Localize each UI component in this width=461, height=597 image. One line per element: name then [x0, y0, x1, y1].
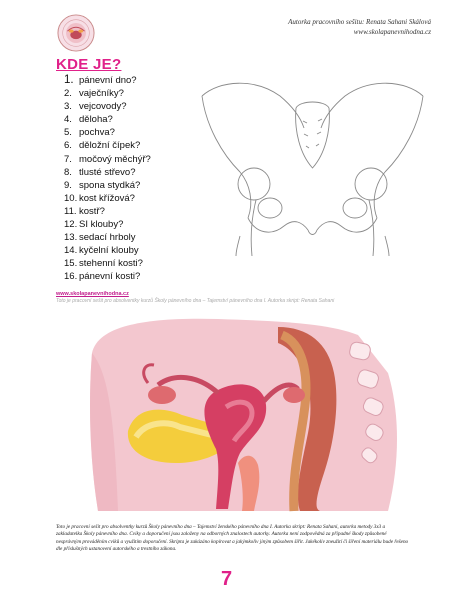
question-number: 6.	[64, 140, 72, 152]
question-number: 5.	[64, 127, 72, 139]
question-item	[64, 153, 151, 166]
header-website: www.skolapanevnihodna.cz	[353, 28, 431, 36]
copyright-caption: Toto je pracovní sešit pro absolventky kurzů Školy pánevního dna – Tajemství ženského pánevního dna I. Autorka skript: Renata Sahani, autorka metody 3x3 a zakladatelka Školy pánevního dna. Cviky a doporučení jsou založeny na odborných znalostech autorky. Autorka není zodpovědná za případné škody způsobené nesprávným prováděním cviků a využitím doporučení. Skripta je zakázáno kopírovat a jakýmkoliv jiným způsobem šířit. Jakékoliv zneužití či šíření materiálu bude řešeno dle příslušných ustanovení autorského a trestního zákona.	[56, 524, 409, 553]
pelvic-anatomy-illustration	[88, 313, 406, 513]
question-item	[64, 244, 151, 257]
question-text: stehenní kosti?	[79, 258, 143, 270]
school-logo	[57, 14, 95, 52]
question-item	[64, 218, 151, 231]
question-number: 8.	[64, 166, 72, 178]
question-item	[64, 205, 151, 218]
question-text: pánevní dno?	[79, 75, 137, 86]
question-item	[64, 74, 151, 87]
question-item	[64, 192, 151, 205]
question-text: sedací hrboly	[79, 232, 136, 244]
question-item	[64, 126, 151, 139]
question-text: pochva?	[79, 127, 115, 139]
question-item	[64, 270, 151, 283]
question-item	[64, 139, 151, 152]
question-item	[64, 257, 151, 270]
question-number: 3.	[64, 101, 72, 113]
page-header	[288, 17, 431, 37]
page-title: KDE JE?	[56, 56, 122, 73]
page-number: 7	[221, 568, 233, 590]
question-number: 13.	[64, 232, 78, 244]
question-item	[64, 87, 151, 100]
question-number: 16.	[64, 271, 78, 283]
workbook-note: Toto je pracovní sešit pro absolventky kurzů Školy pánevního dna – Tajemství pánevního dna I. Autorka skript: Renata Sahani	[56, 298, 335, 304]
question-number: 15.	[64, 258, 78, 270]
question-item	[64, 113, 151, 126]
question-text: děložní čípek?	[79, 140, 141, 152]
question-text: děloha?	[79, 114, 113, 126]
question-number: 9.	[64, 179, 72, 191]
question-item	[64, 231, 151, 244]
question-number: 12.	[64, 219, 78, 231]
pelvis-illustration	[200, 76, 425, 256]
header-author: Autorka pracovního sešitu: Renata Sahani Skálová	[288, 18, 431, 26]
question-number: 2.	[64, 88, 72, 100]
question-number: 1.	[64, 74, 74, 86]
question-number: 4.	[64, 114, 72, 126]
question-item	[64, 179, 151, 192]
question-number: 14.	[64, 245, 78, 257]
question-list	[64, 74, 151, 284]
question-number: 7.	[64, 153, 72, 165]
question-item	[64, 100, 151, 113]
question-text: kostř?	[79, 205, 105, 217]
website-link[interactable]: www.skolapanevnihodna.cz	[56, 291, 129, 297]
question-text: močový měchýř?	[79, 153, 151, 165]
question-text: kyčelní klouby	[79, 245, 139, 257]
question-text: tlusté střevo?	[79, 166, 136, 178]
question-text: pánevní kosti?	[79, 271, 141, 283]
question-number: 10.	[64, 192, 78, 204]
question-item	[64, 166, 151, 179]
question-text: vaječníky?	[79, 88, 124, 100]
question-text: vejcovody?	[79, 101, 127, 113]
question-text: kost křížová?	[79, 192, 135, 204]
question-text: spona stydká?	[79, 179, 141, 191]
question-text: SI klouby?	[79, 219, 124, 231]
question-number: 11.	[64, 205, 77, 217]
